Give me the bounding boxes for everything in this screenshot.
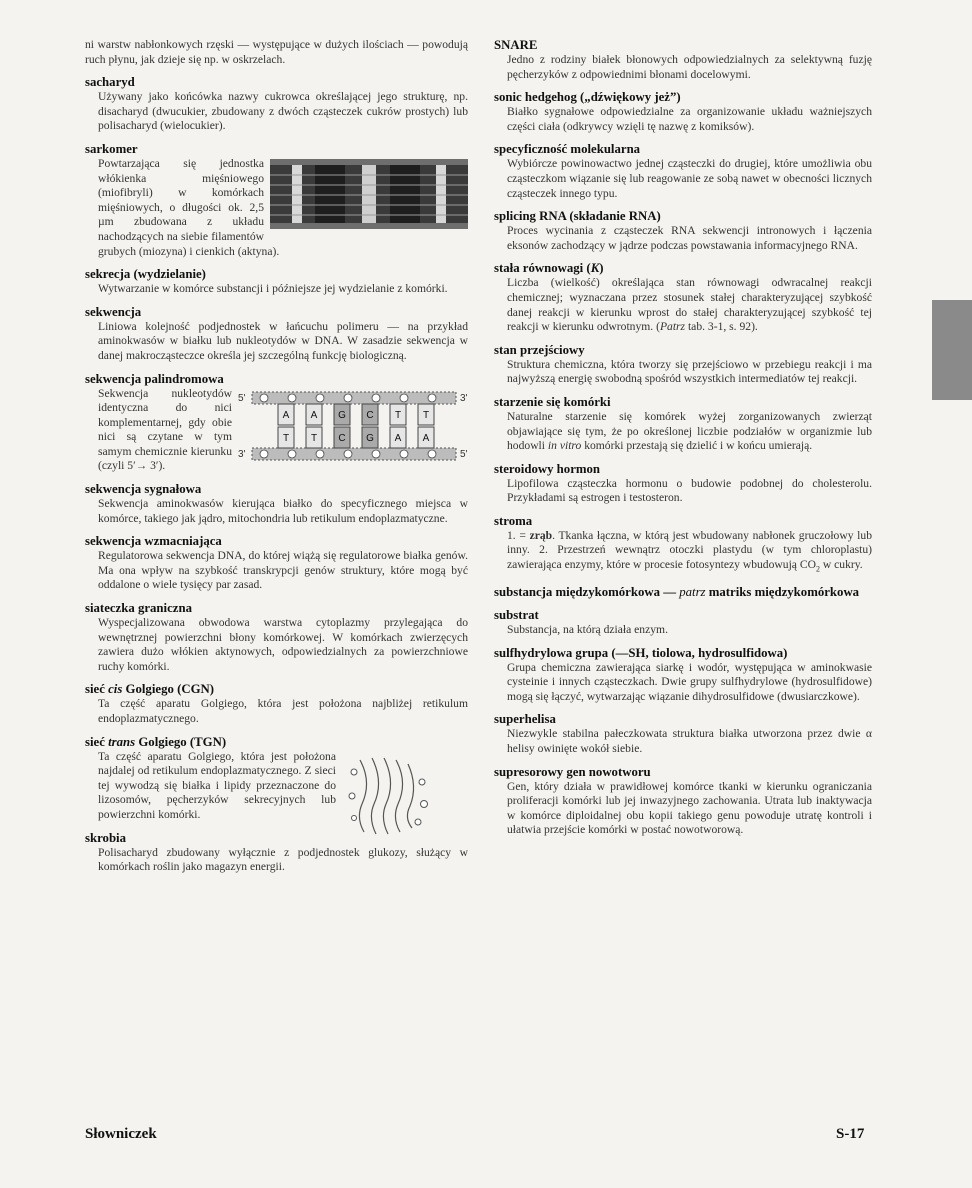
definition: Wyspecjalizowana obwodowa warstwa cytoplazmy przylegająca do wewnętrznej powierzchni błony komórkowej. W komórkach zwierzęcych zawiera dużo włókien aktynowych, odpowiedzialnych za powierzchniowe ruchy komórki. <box>98 616 468 673</box>
definition: Powtarzająca się jednostka włókienka mięśniowego (miofibryli) w komórkach mięśniowych, o długości ok. 2,5 µm zbudowana z układu nachodzących na siebie filamentów grubych (miozyna) i cienkich (aktyna). <box>98 156 280 258</box>
entry-superhelisa <box>494 712 872 756</box>
top-base-label: C <box>366 409 374 421</box>
term: sekrecja (wydzielanie) <box>85 267 206 282</box>
right-column <box>494 38 872 846</box>
term: substancja międzykomórkowa — patrz matriks międzykomórkowa <box>494 584 860 599</box>
bottom-base-label: A <box>394 432 402 444</box>
definition: Naturalne starzenie się komórek wyżej zorganizowanych zwierząt objawiające się tym, że po określonej liczbie podziałów w organizmie lub hodowli in vitro komórki przestają się dzielić i w końcu umierają. <box>507 409 872 453</box>
strand-top-left-label: 5' <box>238 392 246 404</box>
entry-palindromowa <box>85 372 468 475</box>
term: stała równowagi (K) <box>494 261 604 276</box>
bottom-base-label: A <box>422 432 430 444</box>
definition: Polisacharyd zbudowany wyłącznie z podjednostek glukozy, służący w komórkach roślin jako magazyn energii. <box>98 845 468 874</box>
definition: Substancja, na którą działa enzym. <box>507 622 668 636</box>
definition: 1. = zrąb. Tkanka łączna, w którą jest wbudowany nabłonek gruczołowy lub inny. 2. Przestrzeń wewnątrz otoczki plastydu (w tym chloroplastu) zawierająca enzymy, które w procesie fotosyntezy wbudowują $CO_2$ w cukry. <box>507 528 872 574</box>
section-tab <box>932 300 972 400</box>
left-column <box>85 38 468 883</box>
entry-substancja <box>494 585 872 600</box>
definition: Liczba (wielkość) określająca stan równowagi odwracalnej reakcji chemicznej; wyznaczana przez stosunek stałej charakteryzującej szybkość danej reakcji w kierunku wprost do stałej charakteryzującej szybkość tej reakcji w kierunku odwrotnym. (Patrz tab. 3-1, s. 92). <box>507 276 872 334</box>
term: splicing RNA (składanie RNA) <box>494 209 661 224</box>
top-base-label: A <box>282 409 290 421</box>
definition: Struktura chemiczna, która tworzy się przejściowo w przebiegu reakcji i ma najwyższą energię swobodną spośród wszystkich intermediatów tej reakcji. <box>507 357 872 386</box>
term: superhelisa <box>494 712 556 727</box>
top-base-label: T <box>422 409 430 421</box>
bottom-base-label: T <box>282 432 290 444</box>
term: sekwencja <box>85 304 142 319</box>
entry-sonic-hedgehog <box>494 90 872 134</box>
term: starzenie się komórki <box>494 394 611 409</box>
term: sekwencja sygnałowa <box>85 482 202 497</box>
term: siateczka graniczna <box>85 601 192 616</box>
golgi-illustration <box>342 752 438 843</box>
entry-starzenie <box>494 395 872 454</box>
strand-top-right-label: 3' <box>460 392 468 404</box>
term: specyficzność molekularna <box>494 142 641 157</box>
term: sekwencja palindromowa <box>85 371 224 386</box>
sarcomere-micrograph <box>270 159 468 234</box>
entry-sekwencja <box>85 305 468 364</box>
entry-wzmacniajaca <box>85 534 468 593</box>
term: sarkomer <box>85 141 138 156</box>
term: sieć cis Golgiego (CGN) <box>85 682 215 697</box>
term: sieć trans Golgiego (TGN) <box>85 734 227 749</box>
strand-bottom-left-label: 3' <box>238 448 246 460</box>
term: stan przejściowy <box>494 342 585 357</box>
bottom-base-label: G <box>366 432 374 444</box>
definition: Proces wycinania z cząsteczek RNA sekwencji intronowych i łączenia eksonów zachodzący w jądrze podczas powstawania informacyjnego RNA. <box>507 224 872 252</box>
top-base-label: T <box>394 409 402 421</box>
entry-splicing <box>494 209 872 253</box>
entry-sygnalowa <box>85 482 468 526</box>
term: steroidowy hormon <box>494 461 601 476</box>
definition: Regulatorowa sekwencja DNA, do której wiążą się regulatorowe białka genów. Ma ona wpływ na szybkość transkrypcji genów struktury, które mogą być oddalone o wiele tysięcy par zasad. <box>98 549 468 592</box>
term: sonic hedgehog („dźwiękowy jeż”) <box>494 90 681 105</box>
term: skrobia <box>85 830 127 845</box>
term: sacharyd <box>85 75 135 90</box>
intro-text: ni warstw nabłonkowych rzęski — występujące w dużych ilościach — powodują ruch płynu, jak dzieje się np. w oskrzelach. <box>85 38 468 66</box>
definition: Niezwykle stabilna pałeczkowata struktura białka utworzona przez dwie α helisy owinięte wokół siebie. <box>507 727 872 755</box>
term: sekwencja wzmacniająca <box>85 534 222 549</box>
definition: Używany jako końcówka nazwy cukrowca określającej jego strukturę, np. disacharyd (dwucukier, zbudowany z dwóch cząsteczek cukrów prostych) lub polisacharyd (wielocukier). <box>98 90 468 133</box>
footer-title: Słowniczek <box>85 1126 157 1142</box>
bottom-base-label: T <box>310 432 318 444</box>
term: stroma <box>494 513 533 528</box>
entry-sekrecja <box>85 267 468 297</box>
top-backbone <box>252 392 456 404</box>
term: SNARE <box>494 38 538 52</box>
entry-sarkomer <box>85 142 468 259</box>
definition: Liniowa kolejność podjednostek w łańcuchu polimeru — na przykład aminokwasów w białku lub nukleotydów w DNA. W zasadzie sekwencja w danej makrocząsteczce określa jej szczególną funkcję biologiczną. <box>98 319 468 362</box>
entry-steroidowy <box>494 462 872 506</box>
page-number: S-17 <box>836 1126 865 1142</box>
entry-siec-trans <box>85 735 468 823</box>
definition: Białko sygnałowe odpowiedzialne za organizowanie układu ważniejszych części ciała (odkrywcy wzięli tę nazwę z komiksów). <box>507 105 872 133</box>
entry-snare <box>494 38 872 82</box>
entry-stan-przejsciowy <box>494 343 872 387</box>
entry-stala-rownowagi <box>494 261 872 334</box>
definition: Ta część aparatu Golgiego, która jest położona najdalej od retikulum endoplazmatycznego. Z sieci tej wywodzą się białka i lipidy przeznaczone do lizosomów, pęcherzyków sekrecyjnych lub powierzchni komórki. <box>98 749 336 821</box>
definition: Jedno z rodziny białek błonowych odpowiedzialnych za selektywną fuzję pęcherzyków z odpowiednimi błonami docelowymi. <box>507 53 872 81</box>
definition: Wybiórcze powinowactwo jednej cząsteczki do drugiej, które umożliwia obu cząsteczkom wiązanie się lub reagowanie ze sobą nawet w obecności licznych cząsteczek innego typu. <box>507 157 872 200</box>
term: substrat <box>494 607 539 622</box>
definition: Gen, który działa w prawidłowej komórce tkanki w kierunku ograniczania proliferacji komórki lub jej inwazyjnego zachowania. Utrata lub inaktywacja w komórce diploidalnej obu kopii takiego genu powoduje utratę kontroli i ułatwia przejście komórki w postać nowotworową. <box>507 779 872 837</box>
entry-sulfhydrylowa <box>494 646 872 705</box>
definition: Grupa chemiczna zawierająca siarkę i wodór, występująca w aminokwasie cysteinie i innych cząsteczkach. Dwie grupy sulfhydrylowe (hydrosulfidowe) mogą się łączyć, wytwarzając wiązanie dihydrosulfidowe (dwusiarczkowe). <box>507 660 872 703</box>
entry-siateczka <box>85 601 468 674</box>
palindrome-dna-diagram <box>238 389 468 468</box>
term: supresorowy gen nowotworu <box>494 764 651 779</box>
definition: Sekwencja aminokwasów kierująca białko do specyficznego miejsca w komórce, takiego jak jądro, mitochondria lub retikulum endoplazmatyczne. <box>98 497 468 525</box>
definition: Lipofilowa cząsteczka hormonu o budowie podobnej do cholesterolu. Przykładami są estrogen i testosteron. <box>507 476 872 505</box>
definition: Wytwarzanie w komórce substancji i późniejsze jej wydzielanie z komórki. <box>98 282 448 296</box>
definition: Ta część aparatu Golgiego, która jest położona najbliżej retikulum endoplazmatycznego. <box>98 697 468 725</box>
entry-sacharyd <box>85 75 468 134</box>
top-base-label: G <box>338 409 346 421</box>
definition: Sekwencja nukleotydów identyczna do nici komplementarnej, gdy obie nici są czytane w tym samym chemicznie kierunku (czyli 5′→ 3′). <box>98 386 232 473</box>
entry-siec-cis <box>85 682 468 726</box>
entry-supresorowy <box>494 765 872 838</box>
top-base-label: A <box>310 409 318 421</box>
bottom-backbone <box>252 448 456 460</box>
strand-bottom-right-label: 5' <box>460 448 468 460</box>
entry-substrat <box>494 608 872 638</box>
entry-specyficznosc <box>494 142 872 201</box>
entry-stroma <box>494 514 872 577</box>
bottom-base-label: C <box>338 432 346 444</box>
term: sulfhydrylowa grupa (—SH, tiolowa, hydrosulfidowa) <box>494 645 788 660</box>
